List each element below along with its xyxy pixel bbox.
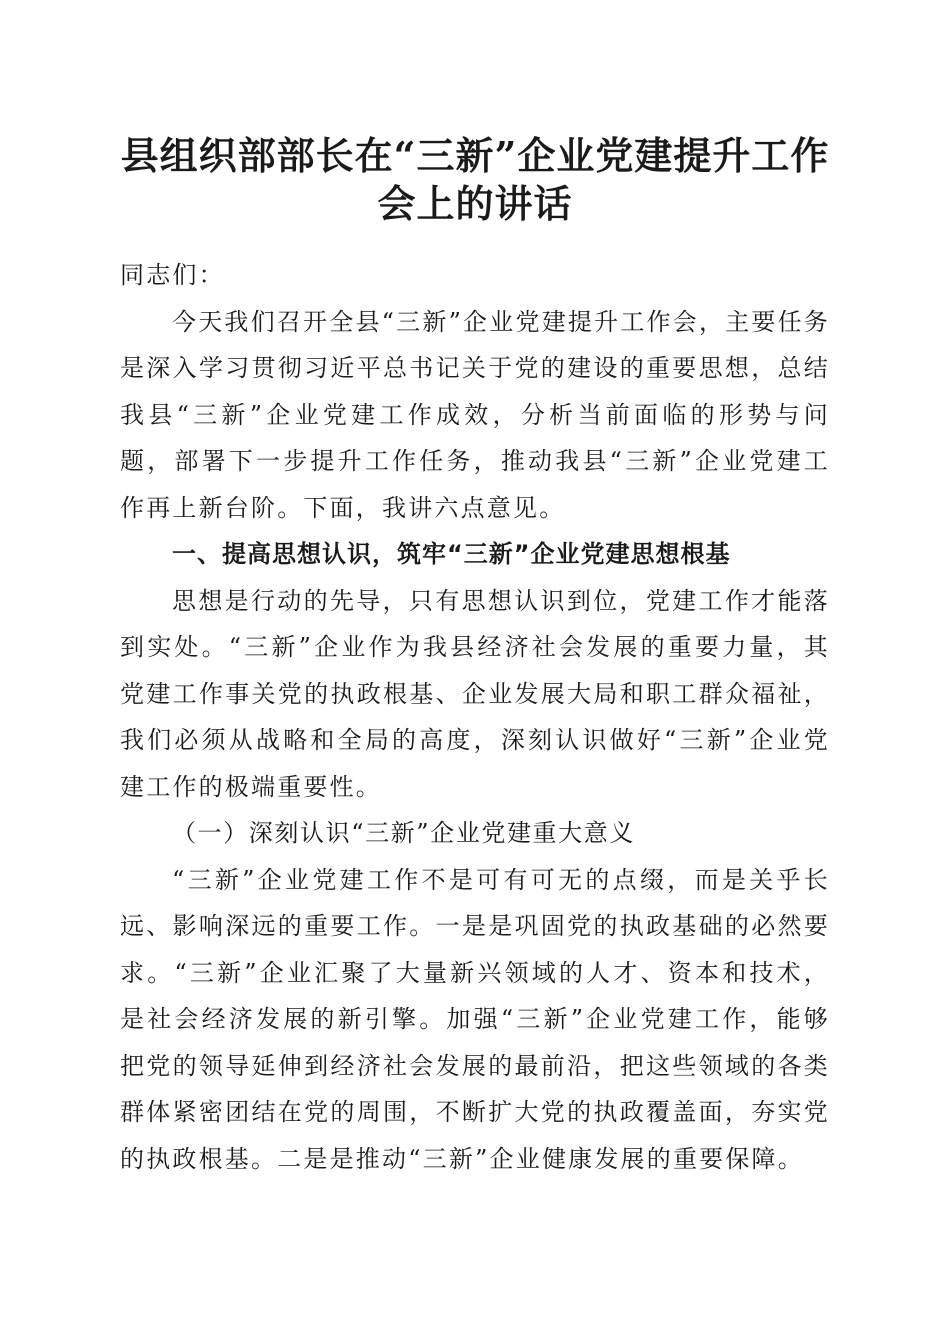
document-title: 县组织部部长在“三新”企业党建提升工作会上的讲话: [120, 133, 830, 226]
paragraph-section-1: 思想是行动的先导，只有思想认识到位，党建工作才能落到实处。“三新”企业作为我县经济社会发展的重要力量，其党建工作事关党的执政根基、企业发展大局和职工群众福祉，我们必须从战略和全局的高度，深刻认识做好“三新”企业党建工作的极端重要性。: [120, 586, 830, 801]
section-heading-1: 一、提高思想认识，筑牢“三新”企业党建思想根基: [172, 540, 731, 568]
paragraph-intro: 今天我们召开全县“三新”企业党建提升工作会，主要任务是深入学习贯彻习近平总书记关于党的建设的重要思想，总结我县“三新”企业党建工作成效，分析当前面临的形势与问题，部署下一步提升工作任务，推动我县“三新”企业党建工作再上新台阶。下面，我讲六点意见。: [120, 307, 830, 522]
salutation: 同志们：: [120, 261, 225, 289]
subsection-heading-1: （一）深刻认识“三新”企业党建重大意义: [172, 819, 635, 847]
document-body: [120, 252, 830, 1182]
paragraph-subsection-1: “三新”企业党建工作不是可有可无的点缀，而是关乎长远、影响深远的重要工作。一是是巩固党的执政基础的必然要求。“三新”企业汇聚了大量新兴领域的人才、资本和技术，是社会经济发展的新引擎。加强“三新”企业党建工作，能够把党的领导延伸到经济社会发展的最前沿，把这些领域的各类群体紧密团结在党的周围，不断扩大党的执政覆盖面，夯实党的执政根基。二是是推动“三新”企业健康发展的重要保障。: [120, 865, 830, 1173]
